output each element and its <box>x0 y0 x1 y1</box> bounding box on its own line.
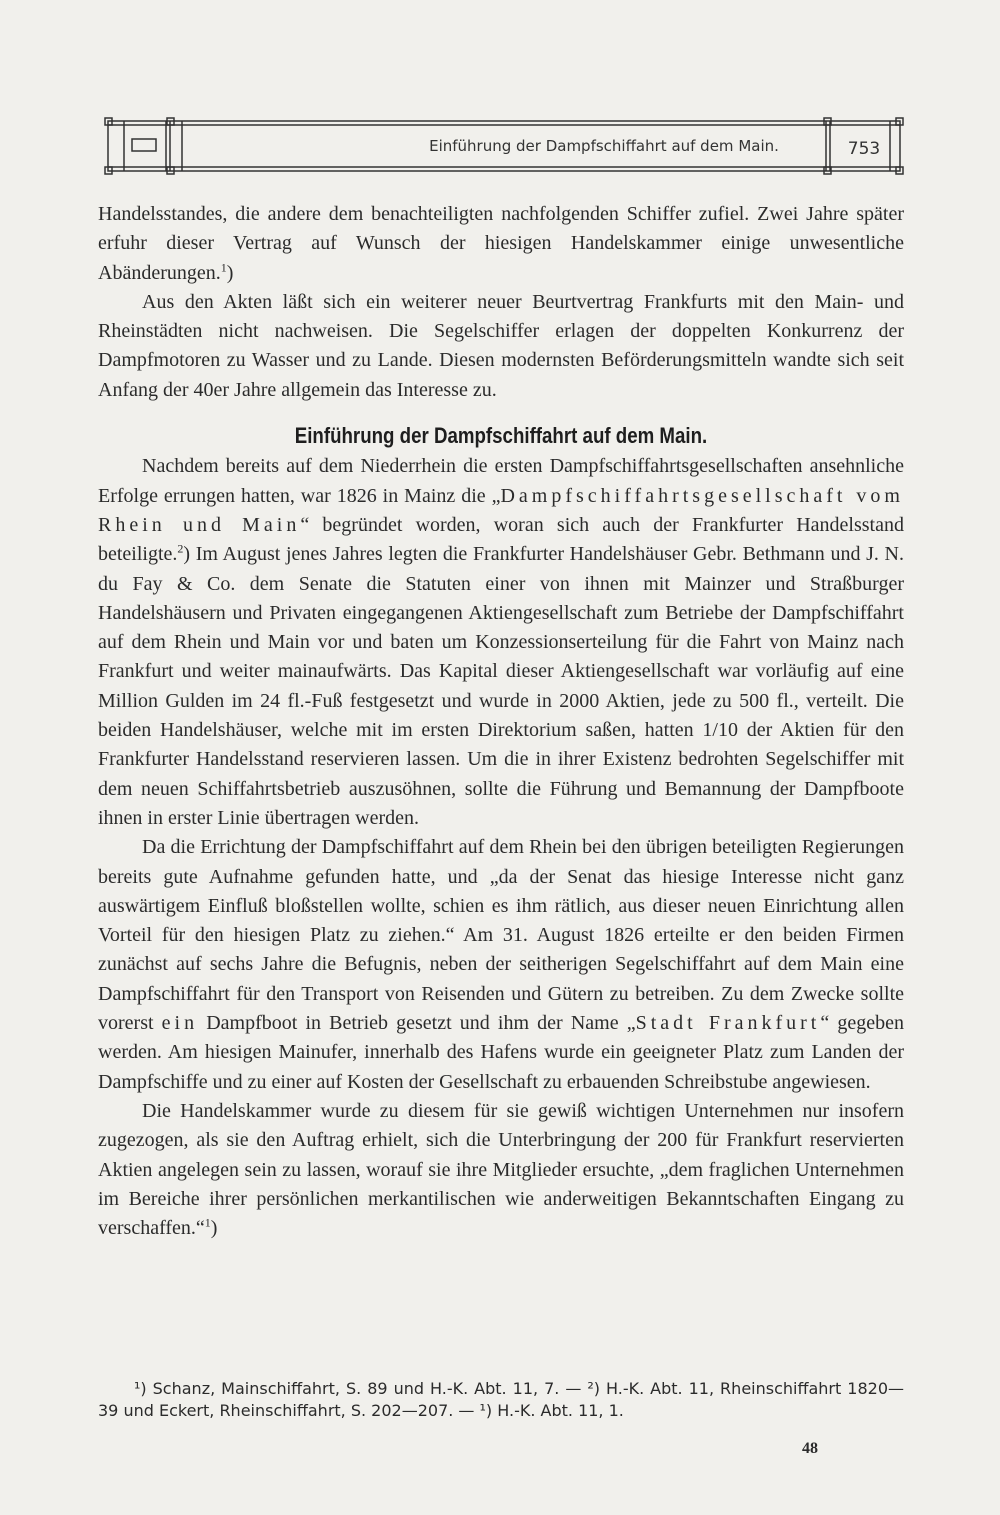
footnote-ref: 1 <box>204 1215 211 1230</box>
body-text <box>98 200 904 1243</box>
section-heading: Einführung der Dampfschiffahrt auf dem Main. <box>294 423 708 449</box>
footnote-ref: 2 <box>177 541 184 556</box>
folio-number: 48 <box>802 1440 818 1457</box>
paragraph: Handelsstandes, die andere dem benachteiligten nachfolgenden Schiffer zufiel. Zwei Jahre später erfuhr dieser Vertrag auf Wunsch der hiesigen Handelskammer einige unwesentliche Abänderungen.$^1$) <box>98 203 904 284</box>
paragraph: Da die Errichtung der Dampfschiffahrt auf dem Rhein bei den übrigen beteiligten Regierungen bereits gute Aufnahme gefunden hatte, und „da der Senat das hiesige Interesse nicht ganz auswärtigem Einfluß bloßstellen wollte, schien es ihm rätlich, aus dieser neuen Einrichtung allen Vorteil für den hiesigen Platz zu ziehen.“ Am 31. August 1826 erteilte er den beiden Firmen zunächst auf sechs Jahre die Befugnis, neben der seitherigen Segelschiffahrt auf dem Main eine Dampfschiffahrt für den Transport von Reisenden und Gütern zu betreiben. Zu dem Zwecke sollte vorerst ein Dampfboot in Betrieb gesetzt und ihm der Name „Stadt Frankfurt“ gegeben werden. Am hiesigen Mainufer, innerhalb des Hafens wurde ein geeigneter Platz zum Landen der Dampfschiffe und zu einer auf Kosten der Gesellschaft zu erbauenden Schreibstube angewiesen. <box>98 836 904 1093</box>
running-header <box>104 117 904 175</box>
footnote-ref: 1 <box>220 259 227 274</box>
paragraph: Aus den Akten läßt sich ein weiterer neuer Beurtvertrag Frankfurts mit den Main- und Rheinstädten nicht nachweisen. Die Segelschiffer erlagen der doppelten Konkurrenz der Dampfmotoren zu Wasser und zu Lande. Diesen modernsten Beförderungsmitteln wandte sich seit Anfang der 40er Jahre allgemein das Interesse zu. <box>98 290 904 401</box>
fraction: 1/10 <box>702 719 738 742</box>
page-number: 753 <box>847 139 881 159</box>
footnote-text: ¹) Schanz, Mainschiffahrt, S. 89 und H.-K. Abt. 11, 7. — ²) H.-K. Abt. 11, Rheinschiffahrt 1820—39 und Eckert, Rheinschiffahrt, S. 202—207. — ¹) H.-K. Abt. 11, 1. <box>98 1379 904 1420</box>
paragraph: Die Handelskammer wurde zu diesem für sie gewiß wichtigen Unternehmen nur insofern zugezogen, als sie den Auftrag erhielt, sich die Unterbringung der 200 für Frankfurt reservierten Aktien angelegen sein zu lassen, worauf sie ihre Mitglieder ersuchte, „dem fraglichen Unternehmen im Bereiche ihrer persönlichen merkantilischen wie anderweitigen Bekanntschaften Eingang zu verschaffen.“$^1$) <box>98 1099 904 1240</box>
footnotes <box>98 1378 904 1422</box>
paragraph: Nachdem bereits auf dem Niederrhein die ersten Dampfschiffahrtsgesellschaften ansehnliche Erfolge errungen hatten, war 1826 in Mainz die „Dampfschiffahrtsgesellschaft vom Rhein und Main“ begründet worden, woran sich auch der Frankfurter Handelsstand beteiligte.$^2$) Im August jenes Jahres legten die Frankfurter Handelshäuser Gebr. Bethmann und J. N. du Fay & Co. dem Senate die Statuten einer von ihnen mit Mainzer und Straßburger Handelshäusern und Privaten eingegangenen Aktiengesellschaft zum Betriebe der Dampfschiffahrt auf dem Rhein und Main vor und baten um Konzessionserteilung für die Fahrt von Mainz nach Frankfurt und weiter mainaufwärts. Das Kapital dieser Aktiengesellschaft war vorläufig auf eine Million Gulden im 24 fl.-Fuß festgesetzt und wurde in 2000 Aktien, jede zu 500 fl., verteilt. Die beiden Handelshäuser, welche mit im ersten Direktorium saßen, hatten 1/10 der Aktien für den Frankfurter Handelsstand reservieren lassen. Um die in ihrer Existenz bedrohten Segelschiffer mit dem neuen Schiffahrtsbetrieb auszusöhnen, sollte die Führung und Bemannung der Dampfboote ihnen in erster Linie übertragen werden. <box>98 455 904 829</box>
emphasis: ein <box>161 1012 199 1035</box>
company-name: Dampfschiffahrtsgesellschaft vom Rhein und Main <box>98 484 904 536</box>
ship-name: Stadt Frankfurt <box>635 1012 821 1035</box>
running-title: Einführung der Dampfschiffahrt auf dem Main. <box>429 137 779 155</box>
